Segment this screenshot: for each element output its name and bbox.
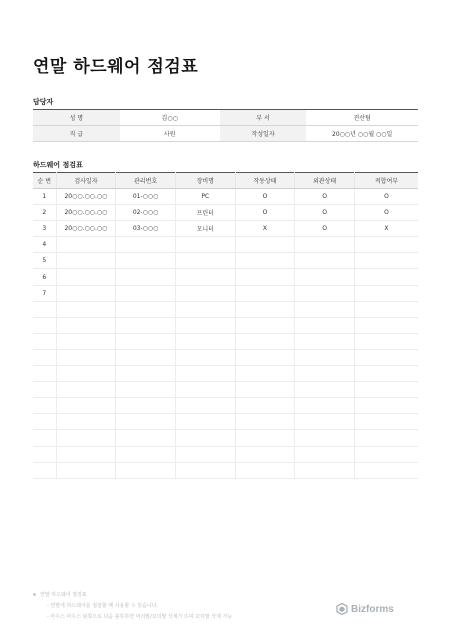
manager-row (33, 126, 418, 142)
table-header-row (33, 173, 418, 189)
brand-name: Bizforms (351, 604, 394, 615)
cell-suitability (354, 430, 418, 446)
cell-suitability (354, 301, 418, 317)
name-value: 김○○ (120, 110, 220, 126)
cell-equipment-name (175, 285, 235, 301)
cell-no (33, 398, 56, 414)
cell-appearance-status (295, 333, 355, 349)
document-title: 연말 하드웨어 점검표 (33, 57, 199, 77)
cell-inspection-date (56, 253, 116, 269)
cell-no: 2 (33, 205, 56, 221)
cell-operation-status (235, 237, 295, 253)
department-value: 전산팀 (306, 110, 418, 126)
cell-suitability (354, 253, 418, 269)
cell-suitability (354, 269, 418, 285)
cell-appearance-status (295, 414, 355, 430)
name-label: 성 명 (33, 110, 120, 126)
cell-asset-number: 02-○○○ (116, 205, 176, 221)
cell-suitability (354, 414, 418, 430)
cell-inspection-date (56, 237, 116, 253)
cell-asset-number (116, 366, 176, 382)
table-row (33, 414, 418, 430)
col-header-inspection-date: 검사일자 (56, 173, 116, 189)
cell-no: 3 (33, 221, 56, 237)
cell-operation-status (235, 430, 295, 446)
cell-equipment-name (175, 446, 235, 462)
cell-inspection-date (56, 382, 116, 398)
cell-operation-status (235, 414, 295, 430)
footer-line: - 연말에 하드웨어를 점검할 때 사용할 수 있습니다. (47, 603, 159, 609)
cell-suitability (354, 446, 418, 462)
manager-info-table (33, 109, 418, 142)
cell-operation-status: O (235, 205, 295, 221)
cell-operation-status (235, 462, 295, 478)
table-row (33, 333, 418, 349)
cell-equipment-name (175, 398, 235, 414)
col-header-equipment-name: 장비명 (175, 173, 235, 189)
cell-inspection-date (56, 414, 116, 430)
cell-asset-number: 01-○○○ (116, 189, 176, 205)
manager-section-label: 담당자 (33, 98, 54, 106)
cell-appearance-status (295, 462, 355, 478)
cell-appearance-status (295, 317, 355, 333)
cell-no (33, 462, 56, 478)
table-row (33, 301, 418, 317)
table-row (33, 221, 418, 237)
col-header-appearance-status: 외관상태 (295, 173, 355, 189)
position-value: 사원 (120, 126, 220, 142)
cell-appearance-status (295, 446, 355, 462)
hardware-inspection-table (33, 172, 418, 479)
cell-asset-number (116, 301, 176, 317)
col-header-asset-number: 관리번호 (116, 173, 176, 189)
cell-operation-status (235, 317, 295, 333)
cell-suitability: O (354, 189, 418, 205)
cell-equipment-name (175, 269, 235, 285)
table-row (33, 269, 418, 285)
cell-appearance-status (295, 301, 355, 317)
cell-no (33, 414, 56, 430)
cell-asset-number (116, 414, 176, 430)
cell-equipment-name: 모니터 (175, 221, 235, 237)
cell-suitability (354, 398, 418, 414)
cell-inspection-date (56, 462, 116, 478)
col-header-operation-status: 작동상태 (235, 173, 295, 189)
cell-suitability: O (354, 205, 418, 221)
cell-asset-number (116, 398, 176, 414)
cell-no (33, 333, 56, 349)
table-row (33, 366, 418, 382)
cell-inspection-date (56, 333, 116, 349)
cell-inspection-date (56, 317, 116, 333)
cell-suitability (354, 317, 418, 333)
cell-appearance-status (295, 430, 355, 446)
cell-operation-status: X (235, 221, 295, 237)
cell-appearance-status (295, 398, 355, 414)
table-row (33, 205, 418, 221)
cell-equipment-name (175, 301, 235, 317)
cell-no (33, 349, 56, 365)
cell-equipment-name (175, 366, 235, 382)
cell-asset-number (116, 446, 176, 462)
cell-no: 1 (33, 189, 56, 205)
table-row (33, 285, 418, 301)
table-row (33, 317, 418, 333)
cell-operation-status (235, 349, 295, 365)
brand-logo (336, 600, 394, 619)
date-value: 20○○년 ○○월 ○○일 (306, 126, 418, 142)
cell-asset-number (116, 317, 176, 333)
cell-operation-status (235, 382, 295, 398)
footer-title: 연말 하드웨어 점검표 (40, 592, 87, 598)
table-row (33, 398, 418, 414)
cell-operation-status (235, 253, 295, 269)
cell-suitability (354, 462, 418, 478)
cell-appearance-status: O (295, 205, 355, 221)
table-row (33, 237, 418, 253)
cell-inspection-date (56, 398, 116, 414)
cell-equipment-name: 프린터 (175, 205, 235, 221)
cell-asset-number (116, 382, 176, 398)
cell-asset-number (116, 269, 176, 285)
manager-row (33, 110, 418, 126)
cell-no (33, 317, 56, 333)
cell-appearance-status (295, 285, 355, 301)
bullet-icon (33, 593, 36, 596)
cell-operation-status (235, 366, 295, 382)
cell-suitability: X (354, 221, 418, 237)
cell-operation-status (235, 301, 295, 317)
cell-inspection-date: 20○○.○○.○○ (56, 189, 116, 205)
col-header-suitability: 적합여부 (354, 173, 418, 189)
position-label: 직 급 (33, 126, 120, 142)
cell-inspection-date (56, 301, 116, 317)
cell-inspection-date: 20○○.○○.○○ (56, 221, 116, 237)
table-row (33, 253, 418, 269)
cell-appearance-status (295, 253, 355, 269)
footer-line: - 마우스 마우스 왼쪽으로 다음 블록하면 머리말/꼬리말 삭제가 뜨며 꼬리말 삭제 가능 (47, 614, 233, 620)
cell-operation-status (235, 333, 295, 349)
cell-no (33, 446, 56, 462)
cell-operation-status (235, 446, 295, 462)
table-row (33, 349, 418, 365)
cell-appearance-status (295, 269, 355, 285)
cell-suitability (354, 237, 418, 253)
table-row (33, 430, 418, 446)
bizforms-logo-icon (336, 600, 348, 619)
cell-appearance-status: O (295, 221, 355, 237)
hardware-section-label: 하드웨어 점검표 (33, 161, 83, 169)
cell-asset-number (116, 285, 176, 301)
cell-suitability (354, 382, 418, 398)
cell-no: 6 (33, 269, 56, 285)
cell-asset-number (116, 430, 176, 446)
cell-equipment-name (175, 317, 235, 333)
cell-suitability (354, 349, 418, 365)
cell-equipment-name (175, 430, 235, 446)
cell-equipment-name (175, 382, 235, 398)
table-row (33, 189, 418, 205)
cell-equipment-name (175, 462, 235, 478)
cell-equipment-name (175, 414, 235, 430)
cell-asset-number (116, 253, 176, 269)
cell-inspection-date (56, 349, 116, 365)
cell-equipment-name (175, 253, 235, 269)
cell-asset-number (116, 237, 176, 253)
cell-suitability (354, 366, 418, 382)
date-label: 작성일자 (220, 126, 307, 142)
cell-inspection-date: 20○○.○○.○○ (56, 205, 116, 221)
cell-suitability (354, 285, 418, 301)
cell-equipment-name (175, 333, 235, 349)
cell-equipment-name (175, 237, 235, 253)
cell-asset-number (116, 349, 176, 365)
table-row (33, 382, 418, 398)
footer-notes (33, 590, 232, 623)
cell-no (33, 366, 56, 382)
cell-no: 5 (33, 253, 56, 269)
cell-appearance-status (295, 366, 355, 382)
cell-no (33, 301, 56, 317)
cell-appearance-status: O (295, 189, 355, 205)
cell-operation-status (235, 285, 295, 301)
cell-inspection-date (56, 446, 116, 462)
cell-inspection-date (56, 366, 116, 382)
cell-appearance-status (295, 382, 355, 398)
cell-appearance-status (295, 237, 355, 253)
cell-operation-status (235, 398, 295, 414)
cell-no (33, 430, 56, 446)
table-row (33, 446, 418, 462)
cell-inspection-date (56, 430, 116, 446)
cell-appearance-status (295, 349, 355, 365)
col-header-no: 순 번 (33, 173, 56, 189)
cell-no: 7 (33, 285, 56, 301)
table-row (33, 462, 418, 478)
cell-operation-status (235, 269, 295, 285)
cell-no: 4 (33, 237, 56, 253)
cell-equipment-name: PC (175, 189, 235, 205)
cell-operation-status: O (235, 189, 295, 205)
cell-no (33, 382, 56, 398)
department-label: 부 서 (220, 110, 307, 126)
cell-asset-number (116, 333, 176, 349)
cell-equipment-name (175, 349, 235, 365)
cell-suitability (354, 333, 418, 349)
cell-inspection-date (56, 269, 116, 285)
cell-asset-number: 03-○○○ (116, 221, 176, 237)
cell-asset-number (116, 462, 176, 478)
cell-inspection-date (56, 285, 116, 301)
